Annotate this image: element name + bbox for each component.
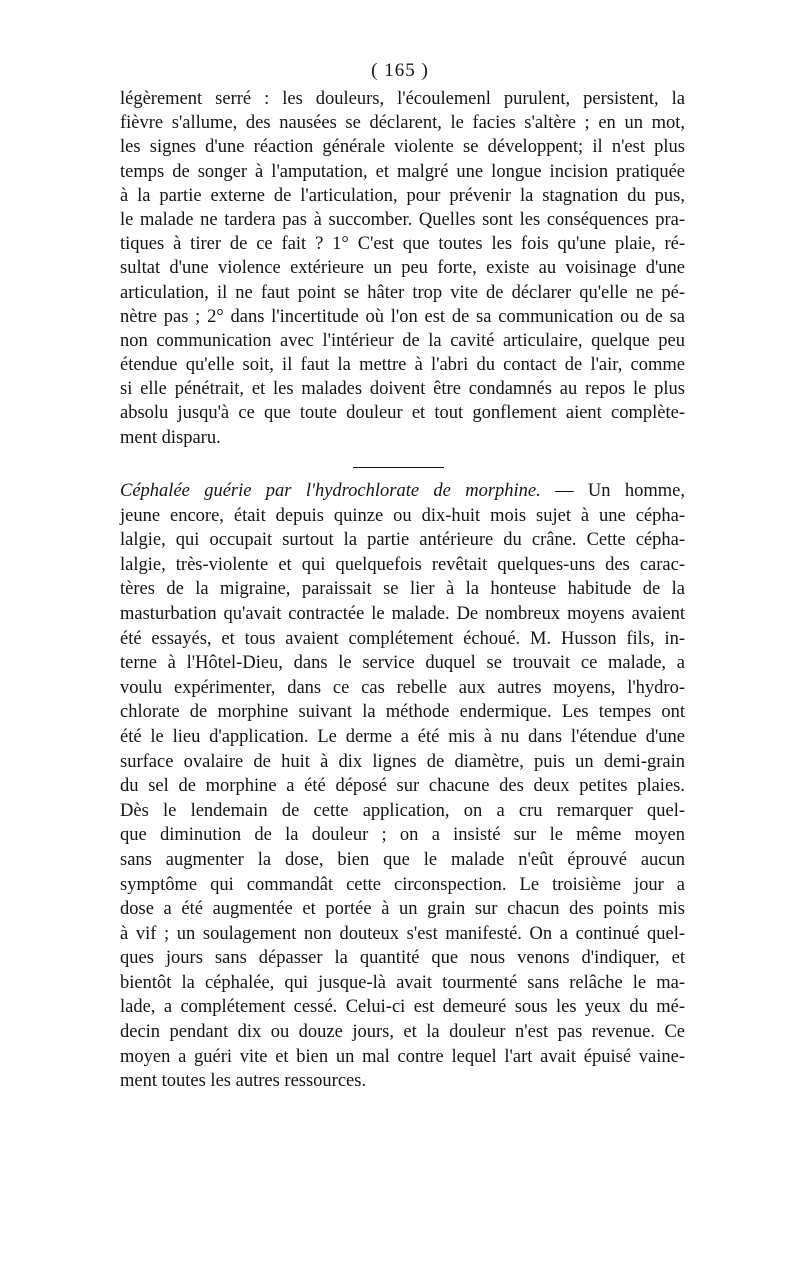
text-line: ment disparu.	[120, 427, 221, 448]
text-line: du sel de morphine a été déposé sur chacune des deux petites plaies.	[120, 776, 685, 797]
text-line: été le lieu d'application. Le derme a été mis à nu dans l'étendue d'une	[120, 726, 685, 747]
text-line: ment toutes les autres ressources.	[120, 1071, 367, 1092]
text-line: symptôme qui commandât cette circonspection. Le troisième jour a	[120, 874, 685, 895]
text-line: non communication avec l'intérieur de la cavité articulaire, quelque peu	[120, 330, 685, 351]
paragraph-cephalee	[120, 479, 685, 1094]
paragraph-amputation	[120, 87, 685, 450]
text-line: si elle pénétrait, et les malades doivent être condamnés au repos le plus	[120, 379, 685, 400]
text-line: à vif ; un soulagement non douteux s'est manifesté. On a continué quel-	[120, 923, 685, 944]
text-line: surface ovalaire de huit à dix lignes de diamètre, puis un demi-grain	[120, 751, 685, 772]
text-line: légèrement serré : les douleurs, l'écoulemenl purulent, persistent, la	[120, 89, 685, 109]
text-line: sans augmenter la dose, bien que le malade n'eût éprouvé aucun	[120, 849, 685, 870]
text-line: absolu jusqu'à ce que toute douleur et tout gonflement aient complète-	[120, 403, 685, 424]
text-line: été essayés, et tous avaient complétement échoué. M. Husson fils, in-	[120, 628, 685, 649]
text-line: fièvre s'allume, des nausées se déclarent, le facies s'altère ; en un mot,	[120, 113, 685, 134]
text-line: Dès le lendemain de cette application, on a cru remarquer quel-	[120, 800, 685, 821]
text-line: masturbation qu'avait contractée le malade. De nombreux moyens avaient	[120, 603, 685, 624]
section-title: Céphalée guérie par l'hydrochlorate de morphine.	[120, 481, 541, 501]
text-line: que diminution de la douleur ; on a insisté sur le même moyen	[120, 825, 685, 846]
text-line: lalgie, très-violente et qui quelquefois revêtait quelques-uns des carac-	[120, 554, 685, 575]
page-number: ( 165 )	[371, 60, 429, 81]
text-line: moyen a guéri vite et bien un mal contre lequel l'art avait épuisé vaine-	[120, 1046, 685, 1067]
text-line: voulu expérimenter, dans ce cas rebelle aux autres moyens, l'hydro-	[120, 677, 685, 698]
text-line: decin pendant dix ou douze jours, et la douleur n'est pas revenue. Ce	[120, 1022, 685, 1043]
text-line: articulation, il ne faut point se hâter trop vite de déclarer qu'elle ne pé-	[120, 282, 685, 303]
text-line: dose a été augmentée et portée à un grain sur chacun des points mis	[120, 899, 685, 920]
text-line: temps de songer à l'amputation, et malgré une longue incision pratiquée	[120, 161, 685, 182]
text-line: bientôt la céphalée, qui jusque-là avait tourmenté sans relâche le ma-	[120, 972, 685, 993]
section-divider	[353, 467, 444, 468]
text-line: jeune encore, était depuis quinze ou dix-huit mois sujet à une cépha-	[120, 505, 685, 526]
text-line: terne à l'Hôtel-Dieu, dans le service duquel se trouvait ce malade, a	[120, 653, 685, 674]
text-line: tères de la migraine, paraissait se lier à la honteuse habitude de la	[120, 579, 685, 600]
text-line: tiques à tirer de ce fait ? 1° C'est que toutes les fois qu'une plaie, ré-	[120, 234, 685, 255]
text-line: nètre pas ; 2° dans l'incertitude où l'on est de sa communication ou de sa	[120, 306, 685, 327]
text-line: lade, a complétement cessé. Celui-ci est demeuré sous les yeux du mé-	[120, 997, 685, 1018]
text-run: — Un homme,	[540, 481, 685, 501]
text-line: chlorate de morphine suivant la méthode endermique. Les tempes ont	[120, 702, 685, 723]
text-line: ques jours sans dépasser la quantité que nous venons d'indiquer, et	[120, 948, 685, 969]
text-line: lalgie, qui occupait surtout la partie antérieure du crâne. Cette cépha-	[120, 530, 685, 551]
text-line: étendue qu'elle soit, il faut la mettre à l'abri du contact de l'air, comme	[120, 355, 685, 376]
text-line: les signes d'une réaction générale violente se développent; il n'est plus	[120, 137, 685, 158]
text-line: sultat d'une violence extérieure un peu forte, existe au voisinage d'une	[120, 258, 685, 279]
text-line: le malade ne tardera pas à succomber. Quelles sont les conséquences pra-	[120, 209, 685, 230]
text-line: à la partie externe de l'articulation, pour prévenir la stagnation du pus,	[120, 185, 685, 206]
section-heading-line	[120, 479, 685, 504]
